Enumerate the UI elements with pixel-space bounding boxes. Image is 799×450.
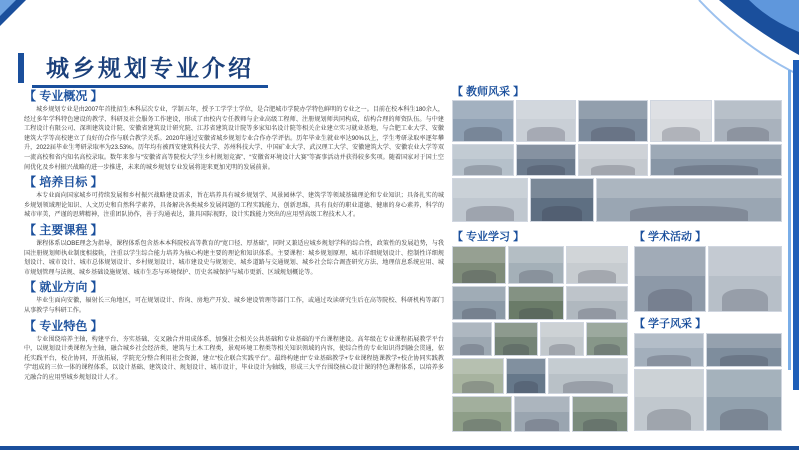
academic-photo	[634, 246, 706, 312]
academic-photo	[708, 246, 782, 312]
section-heading: 【 专业概况 】	[24, 89, 103, 103]
teacher-photo	[452, 178, 528, 222]
student-photo	[706, 333, 782, 367]
study-photo	[452, 396, 512, 432]
study-photo	[508, 286, 564, 320]
section-careers	[24, 280, 444, 315]
section-heading: 【 主要课程 】	[24, 222, 103, 237]
study-photo	[548, 358, 628, 394]
page-title: 城乡规划专业介绍	[32, 48, 268, 88]
section-heading: 【 培养目标 】	[24, 175, 103, 190]
study-photo	[586, 322, 628, 356]
gallery-heading-students: 【 学子风采 】	[634, 318, 707, 330]
study-photo	[540, 322, 584, 356]
text-column	[24, 86, 444, 384]
gallery-heading-academic: 【 学术活动 】	[634, 231, 707, 243]
section-body: 专业围绕培养主轴，构建平台、夯实基础、交叉融合并用成体系，加强社会相关公共基础和专业基础的平台课程建设。高年级在专业课程拓展教学平台中，以规划设计类课程为主轴，融合城乡社会经济类，建筑与土木工程类，景观环境工程类等相关知识领域的内容，使综合性的专业知识得到融会贯通，依托实践平台，校企协同，开放拓展，学院充分整合利用社会资源，建立“校企联合实践平台”。最终构建由“专业基础教学+专业课程链课教学+校企协同实践教学”组成的三位一体的课程体系，以设计基础、建筑设计、规划设计、城市设计，毕业设计为轴线，形成三大平台围绕核心设计课的特色课程体系，以培养多元融合的应用型城乡规划设计人才。	[24, 335, 444, 381]
gallery-heading-study: 【 专业学习 】	[452, 231, 525, 243]
study-photo	[494, 322, 538, 356]
teacher-photo	[578, 100, 648, 142]
title-accent-bar	[18, 53, 24, 83]
study-photo	[452, 322, 492, 356]
student-photo	[706, 369, 782, 431]
section-courses	[24, 223, 444, 277]
side-stripe-thin	[788, 70, 791, 370]
section-features	[24, 319, 444, 383]
teacher-photo	[452, 144, 514, 176]
section-body: 城乡规划专业是由2007年首批招生本科层次专业，学制五年，授予工学学士学位，是合肥城市学院办学特色鲜明的专业之一。目前在校本科生180余人，经过多年学科特色建设的教学、科研及社会服务工作建设，形成了由校内专任教师与企业高级工程师、注册规划师共同构成，结构合理的师资队伍。与中建工程设计有限公司、深圳建筑设计院、安徽省建筑设计研究院、江苏省建筑设计院等多家知名设计院等相关企业建立实习就业基地，与合肥工业大学、安徽建筑大学等高校建立了良好的合作与联合教学关系。2020年通过安徽省城乡规划专业合作办学评估。历年毕业生就业率达90%以上，学生考研录取率逐年攀升，2022届毕业生考研录取率为23.53%。历年均有被西安建筑科技大学、苏州科技大学、中国矿业大学、武汉理工大学、安徽建筑大学、安徽农业大学等双一流高校和省内知名高校录取。数年来参与“安徽省高等院校大学生乡村规划竞赛”、“安徽省环境设计大赛”等赛事活动并获得较多奖项。随着国家对于国土空间优化及乡村振兴战略的进一步推进，未来的城乡规划专业发展将迎来更加光明的发展前景。	[24, 106, 444, 171]
teacher-photo	[516, 144, 576, 176]
section-heading: 【 就业方向 】	[24, 280, 103, 295]
section-body: 课程体系以OBE理念为指导，课程体系包含基本本科院校高等教育的“宽口径、厚基础”，同时又兼适应城乡规划学科的综合性，政策性的发展趋势，与我国注册规划师执业制度相接轨，注重以学生综合能力培养为核心构建主要的理论和知识体系。主要课程：城乡规划原理、城市详细规划设计、控制性详细规划设计、城市设计、城市总体规划设计、乡村规划设计、城市建设史与规划史、城乡道路与交通规划、城乡社会综合调查研究方法、地理信息系统应用、城市规划管理与法规、城乡基础设施规划、城市生态与环境保护、历史名城保护与城市更新、区域规划概论等。	[24, 239, 444, 276]
teacher-photo	[452, 100, 514, 142]
study-photo	[566, 286, 628, 320]
teacher-photo	[516, 100, 576, 142]
study-photo	[508, 246, 564, 284]
bottom-bar	[0, 446, 799, 450]
study-photo	[506, 358, 546, 394]
study-photo	[572, 396, 628, 432]
study-photo	[452, 246, 506, 284]
section-body: 毕业生面向安徽，辐射长三角地区，可在规划设计、咨询、房地产开发、城乡建设管理等部门工作，或通过攻读研究生后在高等院校、科研机构等部门从事教学与科研工作。	[24, 297, 444, 314]
teacher-photo	[596, 178, 782, 222]
teacher-photo	[714, 100, 782, 142]
wave-decoration	[659, 0, 799, 90]
student-photo	[634, 333, 704, 367]
study-photo	[566, 246, 628, 284]
section-overview	[24, 89, 444, 172]
side-stripe	[793, 60, 799, 390]
student-photo	[634, 369, 704, 431]
section-heading: 【 专业特色 】	[24, 318, 103, 333]
teacher-photo	[578, 144, 648, 176]
gallery-heading-teachers: 【 教师风采 】	[452, 86, 525, 98]
teacher-photo	[530, 178, 594, 222]
teacher-photo	[650, 144, 782, 176]
teacher-photo	[650, 100, 712, 142]
study-photo	[452, 358, 504, 394]
title-block	[18, 48, 268, 88]
section-body: 本专业面向国家城乡可持续发展和乡村振兴战略建设需求，旨在培养具有城乡规划学、风景园林学、建筑学等领域基础理论和专业知识；具备扎实的城乡规划领域理论知识、人文历史和自然科学素养，具备解决各类城乡发展问题的工程实践能力、创新思维，具有良好的职业道德、健康的身心素养，科学的城市审美，严谨的思辨精神，注重团队协作，善于沟通表达，兼具国际视野，设计实践能力突出的应用型高级工程技术人才。	[24, 192, 444, 219]
corner-decoration-inner	[0, 0, 16, 16]
study-photo	[514, 396, 570, 432]
study-photo	[452, 286, 506, 320]
section-goals	[24, 175, 444, 220]
